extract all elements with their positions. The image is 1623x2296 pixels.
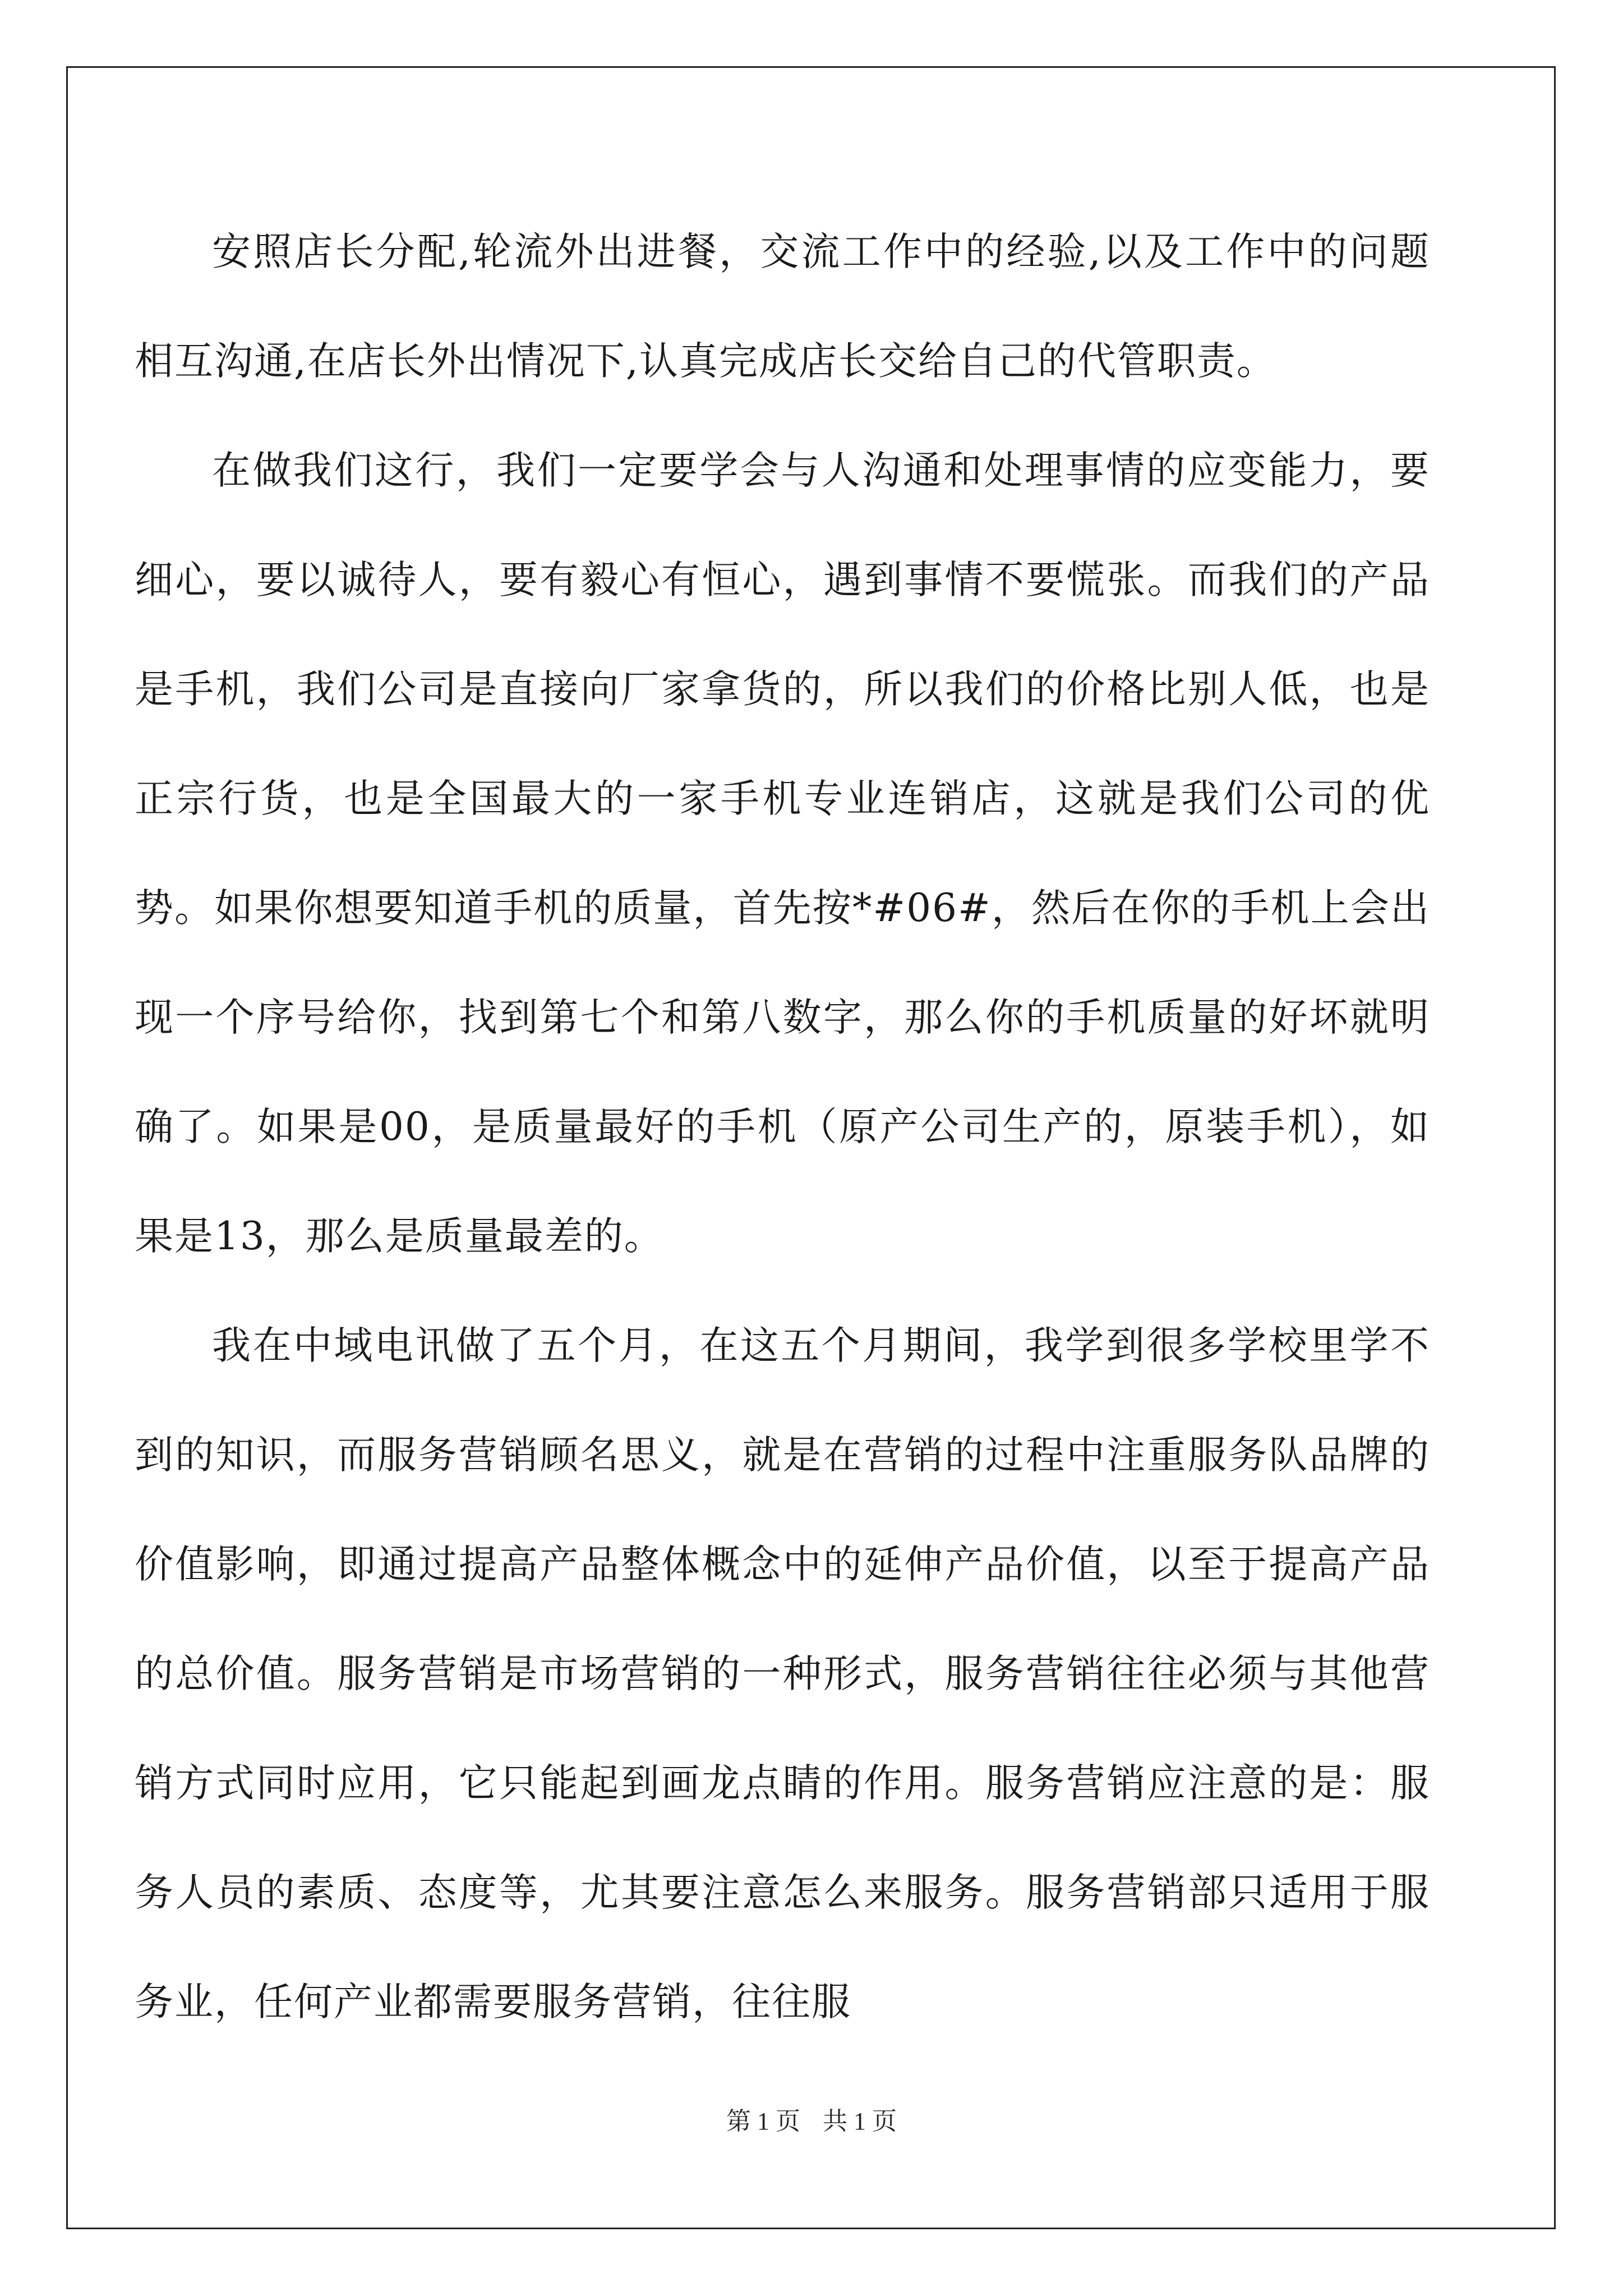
page-total: 共 1 页 — [823, 2108, 897, 2135]
page-number: 第 1 页 — [726, 2108, 800, 2135]
page-footer — [0, 2105, 1623, 2138]
paragraph-2: 在做我们这行，我们一定要学会与人沟通和处理事情的应变能力，要细心，要以诚待人，要有毅心有恒心，遇到事情不要慌张。而我们的产品是手机，我们公司是直接向厂家拿货的，所以我们的价格比别人低，也是正宗行货，也是全国最大的一家手机专业连销店，这就是我们公司的优势。如果你想要知道手机的质量，首先按*#06#，然后在你的手机上会出现一个序号给你，找到第七个和第八数字，那么你的手机质量的好坏就明确了。如果是00，是质量最好的手机（原产公司生产的，原装手机），如果是13，那么是质量最差的。 — [135, 448, 1430, 1259]
document-body — [135, 197, 1430, 2057]
paragraph-3: 我在中域电讯做了五个月，在这五个月期间，我学到很多学校里学不到的知识，而服务营销顾名思义，就是在营销的过程中注重服务队品牌的价值影响，即通过提高产品整体概念中的延伸产品价值，以至于提高产品的总价值。服务营销是市场营销的一种形式，服务营销往往必须与其他营销方式同时应用，它只能起到画龙点睛的作用。服务营销应注意的是：服务人员的素质、态度等，尤其要注意怎么来服务。服务营销部只适用于服务业，任何产业都需要服务营销，往往服 — [135, 1323, 1430, 2024]
paragraph-1: 安照店长分配,轮流外出进餐，交流工作中的经验,以及工作中的问题相互沟通,在店长外出情况下,认真完成店长交给自己的代管职责。 — [135, 229, 1430, 384]
